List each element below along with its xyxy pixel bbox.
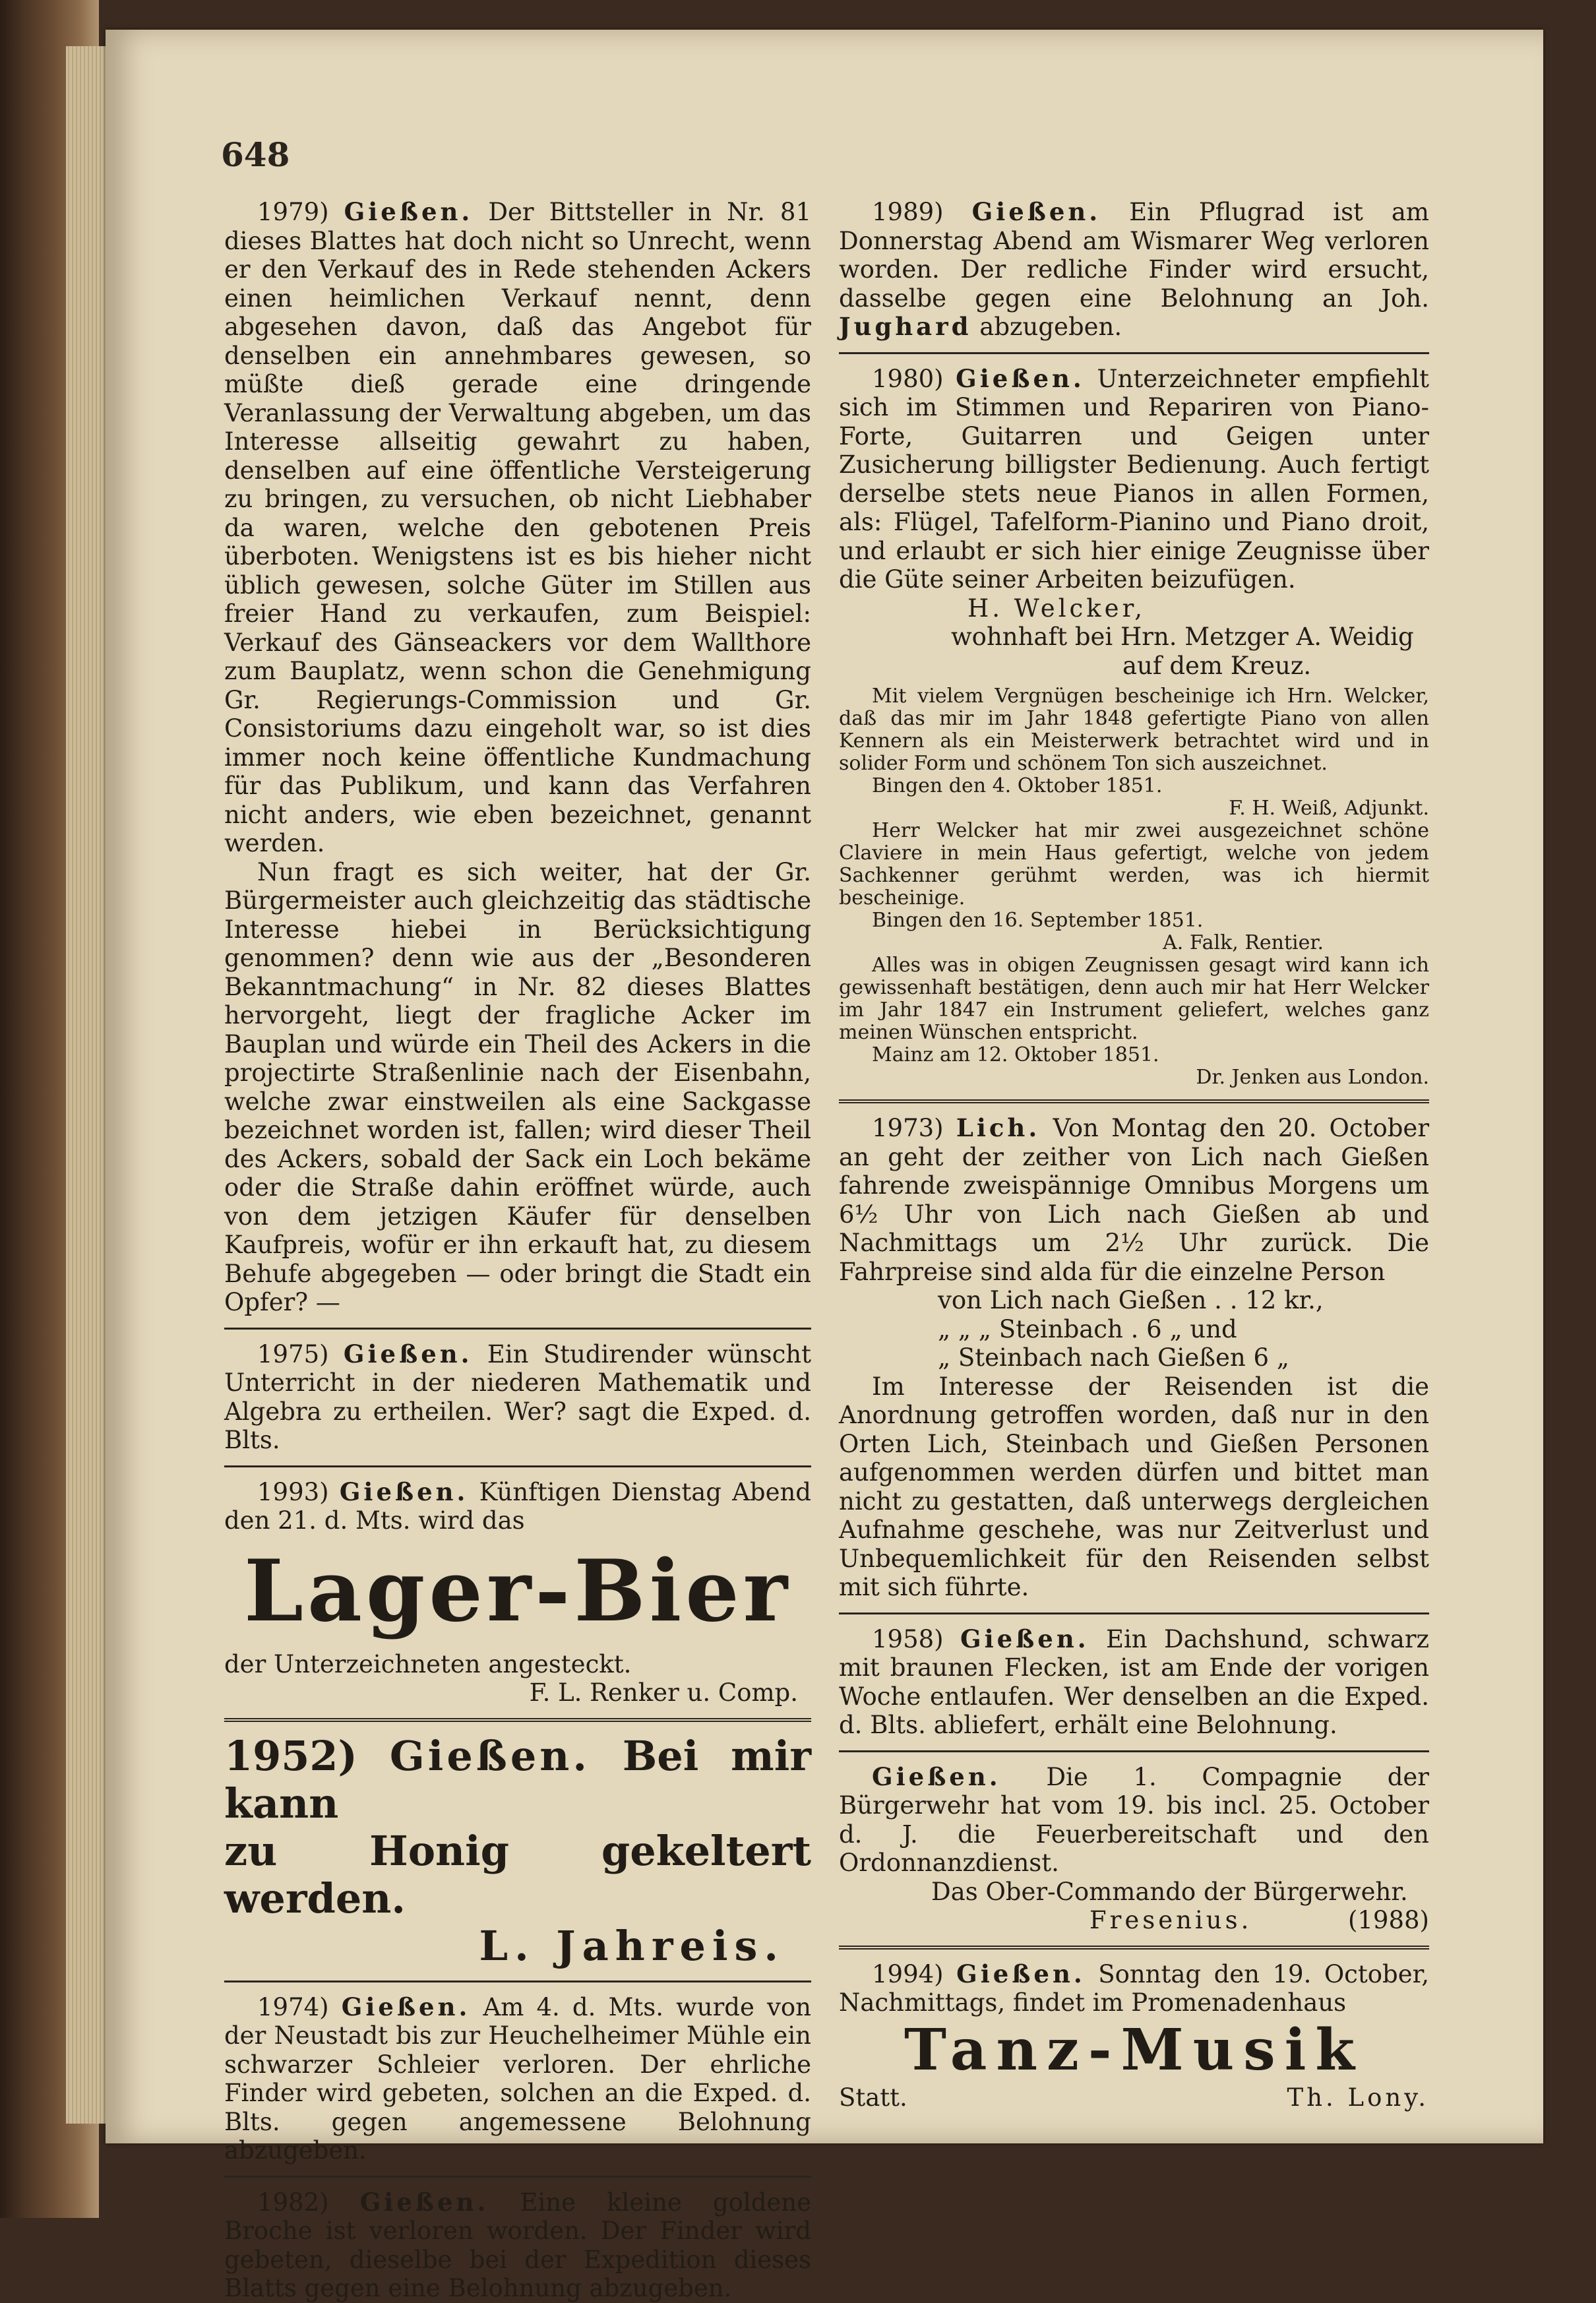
ad-number: 1958) [872,1624,944,1653]
ad-text-after: Statt. [839,2083,907,2112]
lager-bier-headline: Lager-Bier [243,1541,792,1641]
ad-signature-name: H. Welcker, [967,594,1146,623]
ad-signature-name: Fresenius. [1090,1906,1252,1934]
tanz-musik-headline: Tanz-Musik [904,2016,1364,2083]
ad-text-continued: Nun fragt es sich weiter, hat der Gr. Bürgermeister auch gleichzeitig das städtische Interesse hiebei in Berücksichtigung genommen? denn wie aus der „Besonderen Bekanntmachung“ in Nr. 82 dieses Blattes hervorgeht, liegt der fragliche Acker im Bauplan und würde ein Theil des Ackers in die projectirte Straßenlinie nach der Eisenbahn, welche zwar einstweilen als eine Sackgasse bezeichnet worden ist, fallen; wird dieser Theil des Ackers, sobald der Sack ein Loch bekäme oder die Straße dahin eröffnet würde, auch von dem jetzigen Käufer für denselben Kaufpreis, wofür er ihn erkauft hat, zu diesem Behufe abgegeben — oder bringt die Stadt ein Opfer? — [224,857,811,1316]
ad-place: Gießen. [956,1959,1086,1988]
column-rule [224,1981,811,1982]
ad-text: Die 1. Compagnie der Bürgerwehr hat vom 19. bis incl. 25. October d. J. die Feuerbereitschaft und den Ordonnanzdienst. [839,1762,1429,1877]
column-rule [839,1750,1429,1752]
ad-1979 [224,198,811,1317]
ad-1975 [224,1340,811,1455]
ad-signature: L. Jahreis. [479,1921,785,1970]
ad-name: Jughard [839,312,972,341]
testimonial-1-date: Bingen den 4. Oktober 1851. [872,774,1163,797]
ad-text-continued: Im Interesse der Reisenden ist die Anordnung getroffen worden, daß nur in den Orten Lich, Steinbach und Gießen Personen aufgenommen werden dürfen und bittet man nicht zu gestatten, daß unterwegs dergleichen Aufnahme geschehe, was nur Zeitverlust und Unbequemlichkeit für den Reisenden selbst mit sich führte. [839,1372,1429,1601]
ad-number: 1994) [872,1959,944,1988]
ad-text: Ein Pflugrad ist am Donnerstag Abend am Wismarer Weg verloren worden. Der redliche Finder wird ersucht, dasselbe gegen eine Belohnung an Joh. [839,198,1430,313]
ad-1974 [224,1993,811,2165]
column-rule [224,2176,811,2178]
ad-text-after: der Unterzeichneten angesteckt. [224,1649,632,1678]
left-column [224,198,811,2303]
ad-signature-address: wohnhaft bei Hrn. Metzger A. Weidig [951,623,1414,651]
ad-signature-line: Das Ober-Commando der Bürgerwehr. [931,1877,1408,1906]
ad-place: Gießen. [341,1992,471,2021]
page-number: 648 [221,135,290,174]
ad-signature: F. L. Renker u. Comp. [529,1678,798,1707]
testimonial-2-date: Bingen den 16. September 1851. [872,909,1204,932]
testimonial-2: Herr Welcker hat mir zwei ausgezeichnet schöne Claviere in mein Haus gefertigt, welche von jedem Sachkenner gerühmt werden, was ich hiermit bescheinige. [839,819,1429,909]
ad-number: 1989) [872,198,944,226]
ad-text: Von Montag den 20. October an geht der zeither von Lich nach Gießen fahrende zweispännige Omnibus Morgens um 6½ Uhr von Lich nach Gießen ab und Nachmittags um 2½ Uhr zurück. Die Fahrpreise sind alda für die einzelne Person [839,1114,1430,1286]
ad-place: Gießen. [344,197,474,226]
column-rule [839,352,1429,354]
fare-row-1: von Lich nach Gießen . . 12 kr., [938,1286,1324,1314]
ad-number: 1980) [872,364,944,393]
ad-text: Unterzeichneter empfiehlt sich im Stimmen und Repariren von Piano-Forte, Guitarren und Geigen unter Zusicherung billigster Bedienung. Auch fertigt derselbe stets neue Pianos in allen Formen, als: Flügel, Tafelform-Pianino und Piano droit, und erlaubt er sich hier einige Zeugnisse über die Güte seiner Arbeiten beizufügen. [839,364,1430,594]
ad-number: 1973) [872,1114,944,1142]
ad-number: 1974) [257,1992,329,2021]
testimonial-3-date: Mainz am 12. Oktober 1851. [872,1043,1159,1066]
ad-signature: Th. Lony. [1287,2083,1429,2112]
ad-place: Gießen. [872,1762,1001,1791]
ad-number: 1982) [257,2188,329,2217]
testimonial-1: Mit vielem Vergnügen bescheinige ich Hrn. Welcker, daß das mir im Jahr 1848 gefertigte Piano von allen Kennern als ein Meisterwerk betrachtet wird und in solider Form und schönem Ton sich auszeichnet. [839,685,1429,775]
ad-number: 1952) [224,1731,357,1780]
ad-text: Sonntag den 19. October, Nachmittags, findet im Promenadenhaus [839,1959,1429,2017]
ad-place: Lich. [956,1113,1041,1142]
ad-number: 1979) [257,198,329,226]
ad-1989 [839,198,1429,342]
column-rule [839,1612,1429,1614]
ad-place: Gießen. [960,1624,1090,1653]
ad-text: Ein Studirender wünscht Unterricht in der niederen Mathematik und Algebra zu ertheilen. Wer? sagt die Exped. d. Blts. [224,1339,812,1454]
fare-row-3: „ Steinbach nach Gießen 6 „ [938,1343,1289,1372]
ad-text: Eine kleine goldene Broche ist verloren worden. Der Finder wird gebeten, dieselbe bei der Expedition dieses Blatts gegen eine Belohnung abzugeben. [224,2188,811,2302]
column-rule-double [224,1718,811,1722]
ad-text: Künftigen Dienstag Abend den 21. d. Mts. wird das [224,1477,811,1535]
ad-number: 1993) [257,1477,329,1506]
ad-place: Gießen. [343,1339,473,1368]
ad-place: Gießen. [359,2187,489,2217]
ad-text: Am 4. d. Mts. wurde von der Neustadt bis zur Heuchelheimer Mühle ein schwarzer Schleier verloren. Der ehrliche Finder wird gebeten, solchen an die Exped. d. Blts. gegen angemessene Belohnung abzugeben. [224,1992,812,2165]
testimonial-3-signature: Dr. Jenken aus London. [1196,1066,1429,1089]
ad-1952 [224,1733,811,1970]
ad-line1: Bei mir kann [224,1731,812,1827]
column-rule-double [839,1099,1429,1103]
testimonial-2-signature: A. Falk, Rentier. [1163,931,1324,954]
ad-1994 [839,1960,1429,2112]
fare-row-2: „ „ „ Steinbach . 6 „ und [938,1314,1237,1343]
column-rule-double [839,1946,1429,1950]
ad-1980 [839,365,1429,1090]
ad-line2: zu Honig gekeltert werden. [224,1826,811,1922]
ad-1982 [224,2188,811,2303]
ad-signature-location: auf dem Kreuz. [1122,651,1312,680]
testimonial-1-signature: F. H. Weiß, Adjunkt. [1229,797,1429,820]
ad-1958 [839,1625,1429,1740]
ad-place: Gießen. [971,197,1101,226]
column-rule [224,1465,811,1467]
ad-1988 [839,1763,1429,1935]
ad-1993 [224,1478,811,1707]
ad-place: Gießen. [956,363,1085,393]
testimonial-3: Alles was in obigen Zeugnissen gesagt wird kann ich gewissenhaft bestätigen, denn auch mir hat Herr Welcker im Jahr 1847 ein Instrument geliefert, welches ganz meinen Wünschen entspricht. [839,954,1429,1044]
ad-text-end: abzugeben. [979,313,1122,341]
ad-text: Der Bittsteller in Nr. 81 dieses Blattes hat doch nicht so Unrecht, wenn er den Verkauf des in Rede stehenden Ackers einen heimlichen Verkauf nennt, denn abgesehen davon, daß das Angebot für denselben ein annehmbares gewesen, so müßte dieß gerade eine dringende Veranlassung der Verwaltung abgeben, um das Interesse allseitig gewahrt zu haben, denselben auf eine öffentliche Versteigerung zu bringen, zu versuchen, ob nicht Liebhaber da waren, welche den gebotenen Preis überboten. Wenigstens ist es bis hieher nicht üblich gewesen, solche Güter im Stillen aus freier Hand zu verkaufen, zum Beispiel: Verkauf des Gänseackers vor dem Wallthore zum Bauplatz, wenn schon die Genehmigung Gr. Regierungs-Commission und Gr. Consistoriums dazu eingeholt war, so ist dies immer noch keine öffentliche Kundmachung für das Publikum, und kann das Verfahren nicht anders, wie eben bezeichnet, genannt werden. [224,198,812,857]
ad-place: Gießen. [339,1477,469,1506]
ad-1973 [839,1114,1429,1602]
right-column [839,198,1429,2112]
column-rule [224,1328,811,1330]
ad-number: (1988) [1347,1906,1429,1934]
ad-place: Gießen. [389,1731,590,1780]
ad-text: Ein Dachshund, schwarz mit braunen Flecken, ist am Ende der vorigen Woche entlaufen. Wer denselben an die Exped. d. Blts. abliefert, erhält eine Belohnung. [839,1624,1429,1739]
ad-number: 1975) [257,1339,329,1368]
